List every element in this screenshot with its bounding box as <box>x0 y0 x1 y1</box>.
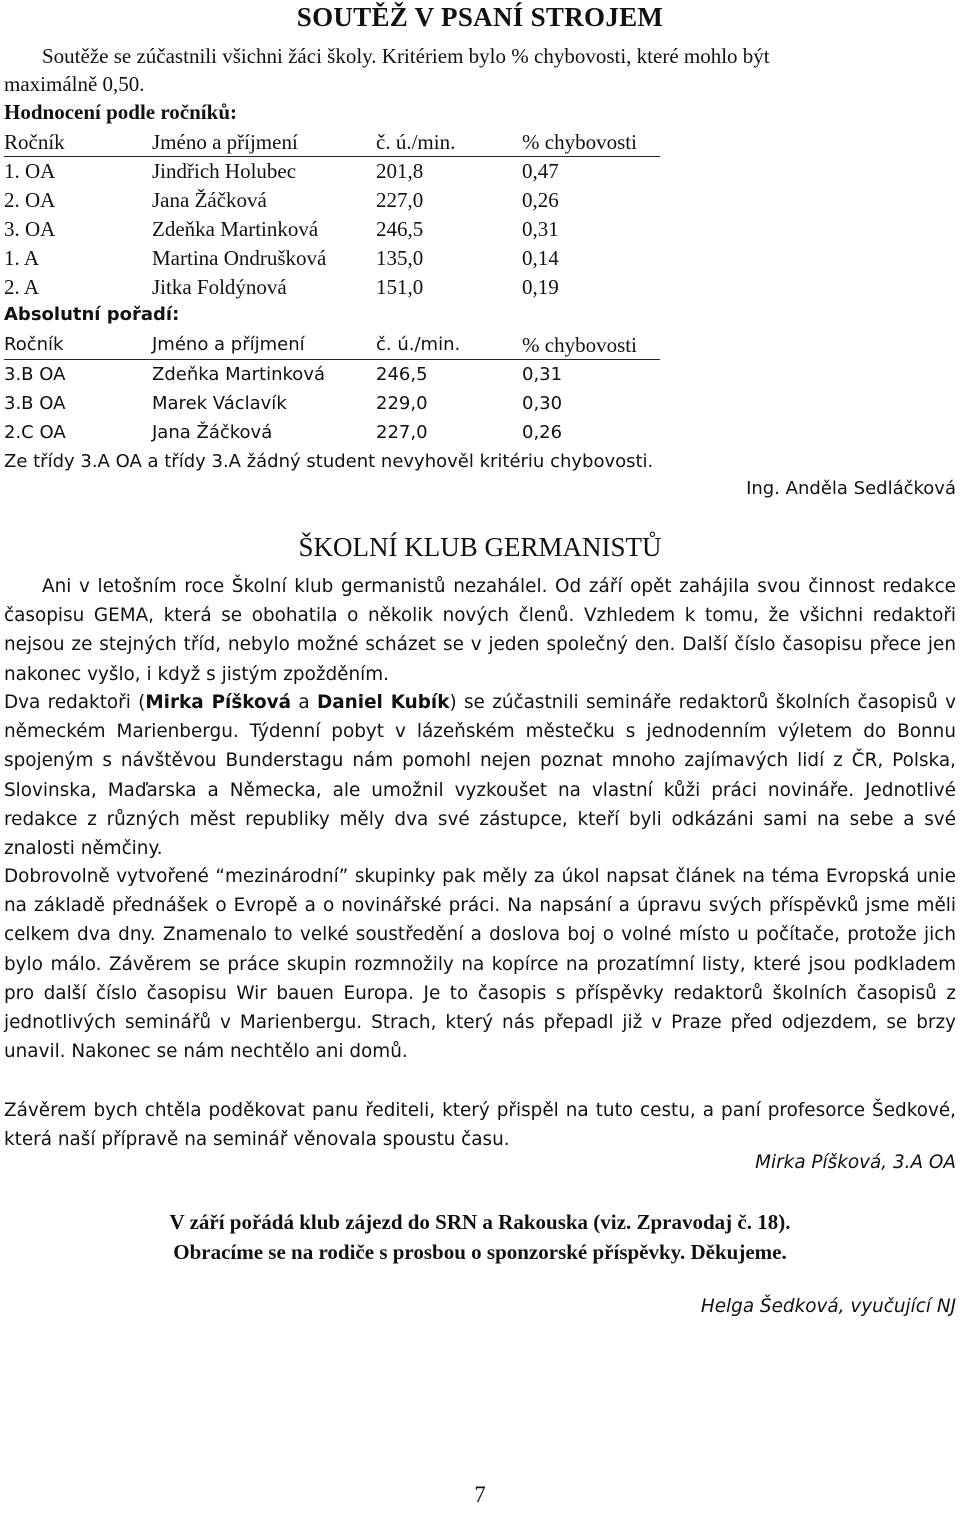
column-header-grade: Ročník <box>4 130 65 154</box>
cell-grade: 3. OA <box>4 217 56 241</box>
cell-name: Jindřich Holubec <box>152 159 297 183</box>
cell-error-rate: 0,31 <box>522 364 563 385</box>
absolute-ranking-heading: Absolutní pořadí: <box>4 304 180 325</box>
by-grade-heading: Hodnocení podle ročníků: <box>4 100 237 124</box>
paragraph-2-text-a: Dva redaktoři ( <box>4 692 146 713</box>
cell-grade: 2. A <box>4 275 40 299</box>
cell-name: Jana Žáčková <box>152 188 267 212</box>
cell-error-rate: 0,30 <box>522 393 563 414</box>
name-daniel-kubik: Daniel Kubík <box>317 692 450 713</box>
cell-error-rate: 0,26 <box>522 422 563 443</box>
column-header-error-rate: % chybovosti <box>522 130 637 154</box>
section-title-typing-contest: SOUTĚŽ V PSANÍ STROJEM <box>296 2 664 32</box>
signature-sedkova: Helga Šedková, vyučující NJ <box>700 1296 956 1317</box>
cell-error-rate: 0,31 <box>522 217 559 241</box>
cell-speed: 201,8 <box>376 159 424 183</box>
column-header-speed: č. ú./min. <box>376 334 461 355</box>
paragraph-2-text-c: ) se zúčastnili semináře redaktorů školních časopisů v německém Marienbergu. Týdenní pobyt v lázeňském městečku s jednodenním výletem do Bonnu spojeným s návštěvou Bunderstagu nám pomohl nejen poznat mnoho zajímavých lidí z ČR, Polska, Slovinska, Maďarska a Německa, ale umožnil vyzkoušet na vlastní kůži práci novináře. Jednotlivé redakce z různých měst republiky měly dva své zástupce, kteří byli odkázáni sami na sebe a své znalosti němčiny. <box>4 692 956 860</box>
cell-grade: 1. OA <box>4 159 56 183</box>
intro-line-2: maximálně 0,50. <box>4 72 145 96</box>
paragraph-2 <box>4 688 956 863</box>
cell-speed: 227,0 <box>376 188 424 212</box>
cell-error-rate: 0,19 <box>522 275 559 299</box>
notice-line-2: Obracíme se na rodiče s prosbou o sponzorské příspěvky. Děkujeme. <box>173 1240 787 1264</box>
cell-speed: 246,5 <box>376 217 424 241</box>
cell-speed: 135,0 <box>376 246 424 270</box>
cell-name: Zdeňka Martinková <box>152 217 319 241</box>
cell-grade: 2. OA <box>4 188 56 212</box>
column-header-speed: č. ú./min. <box>376 130 456 154</box>
cell-speed: 151,0 <box>376 275 424 299</box>
cell-error-rate: 0,14 <box>522 246 559 270</box>
page-number: 7 <box>474 1482 486 1507</box>
cell-grade: 1. A <box>4 246 40 270</box>
cell-speed: 246,5 <box>376 364 428 385</box>
column-header-error-rate: % chybovosti <box>522 333 637 357</box>
signature-sedlackova: Ing. Anděla Sedláčková <box>746 478 956 499</box>
cell-name: Jana Žáčková <box>152 422 273 443</box>
column-header-name: Jméno a příjmení <box>152 130 298 154</box>
paragraph-1: Ani v letošním roce Školní klub germanistů nezahálel. Od září opět zahájila svou činnost redakce časopisu GEMA, která se obohatila o několik nových členů. Vzhledem k tomu, že všichni redaktoři nejsou ze stejných tříd, nebylo možné scházet se v jeden společný den. Další číslo časopisu přece jen nakonec vyšlo, i když s jistým zpožděním. <box>4 576 956 685</box>
cell-speed: 227,0 <box>376 422 428 443</box>
contest-note: Ze třídy 3.A OA a třídy 3.A žádný student nevyhověl kritériu chybovosti. <box>4 451 654 472</box>
signature-piskova: Mirka Píšková, 3.A OA <box>755 1152 956 1173</box>
table-header-by-grade <box>4 128 660 157</box>
name-mirka-piskova: Mirka Píšková <box>145 692 292 713</box>
cell-error-rate: 0,26 <box>522 188 559 212</box>
paragraph-2-text-b: a <box>291 692 317 713</box>
paragraph-4: Závěrem bych chtěla poděkovat panu řediteli, který přispěl na tuto cestu, a paní profesorce Šedkové, která naší přípravě na seminář věnovala spoustu času. <box>4 1100 956 1151</box>
column-header-name: Jméno a příjmení <box>152 334 305 355</box>
intro-line-1: Soutěže se zúčastnili všichni žáci školy. Kritériem bylo % chybovosti, které mohlo být <box>42 44 770 68</box>
column-header-grade: Ročník <box>4 334 64 355</box>
table-header-absolute <box>4 331 660 360</box>
cell-speed: 229,0 <box>376 393 428 414</box>
cell-name: Jitka Foldýnová <box>152 275 287 299</box>
cell-grade: 2.C OA <box>4 422 66 443</box>
cell-name: Marek Václavík <box>152 393 287 414</box>
cell-name: Zdeňka Martinková <box>152 364 326 385</box>
cell-grade: 3.B OA <box>4 364 66 385</box>
notice-line-1: V září pořádá klub zájezd do SRN a Rakouska (viz. Zpravodaj č. 18). <box>169 1210 791 1234</box>
cell-name: Martina Ondrušková <box>152 246 327 270</box>
paragraph-3: Dobrovolně vytvořené “mezinárodní” skupinky pak měly za úkol napsat článek na téma Evropská unie na základě přednášek o Evropě a o novinářské práci. Na napsání a úpravu svých příspěvků jsme měli celkem dva dny. Znamenalo to velké soustředění a doslova boj o volné místo u počítače, protože jich bylo málo. Závěrem se práce skupin rozmnožily na kopírce na prozatímní listy, které jsou podkladem pro další číslo časopisu Wir bauen Europa. Je to časopis s příspěvky redaktorů školních časopisů z jednotlivých seminářů v Marienbergu. Strach, který nás přepadl již v Praze před odjezdem, se brzy unavil. Nakonec se nám nechtělo ani domů. <box>4 866 956 1063</box>
cell-grade: 3.B OA <box>4 393 66 414</box>
cell-error-rate: 0,47 <box>522 159 559 183</box>
section-title-germanist-club: ŠKOLNÍ KLUB GERMANISTŮ <box>298 532 662 562</box>
